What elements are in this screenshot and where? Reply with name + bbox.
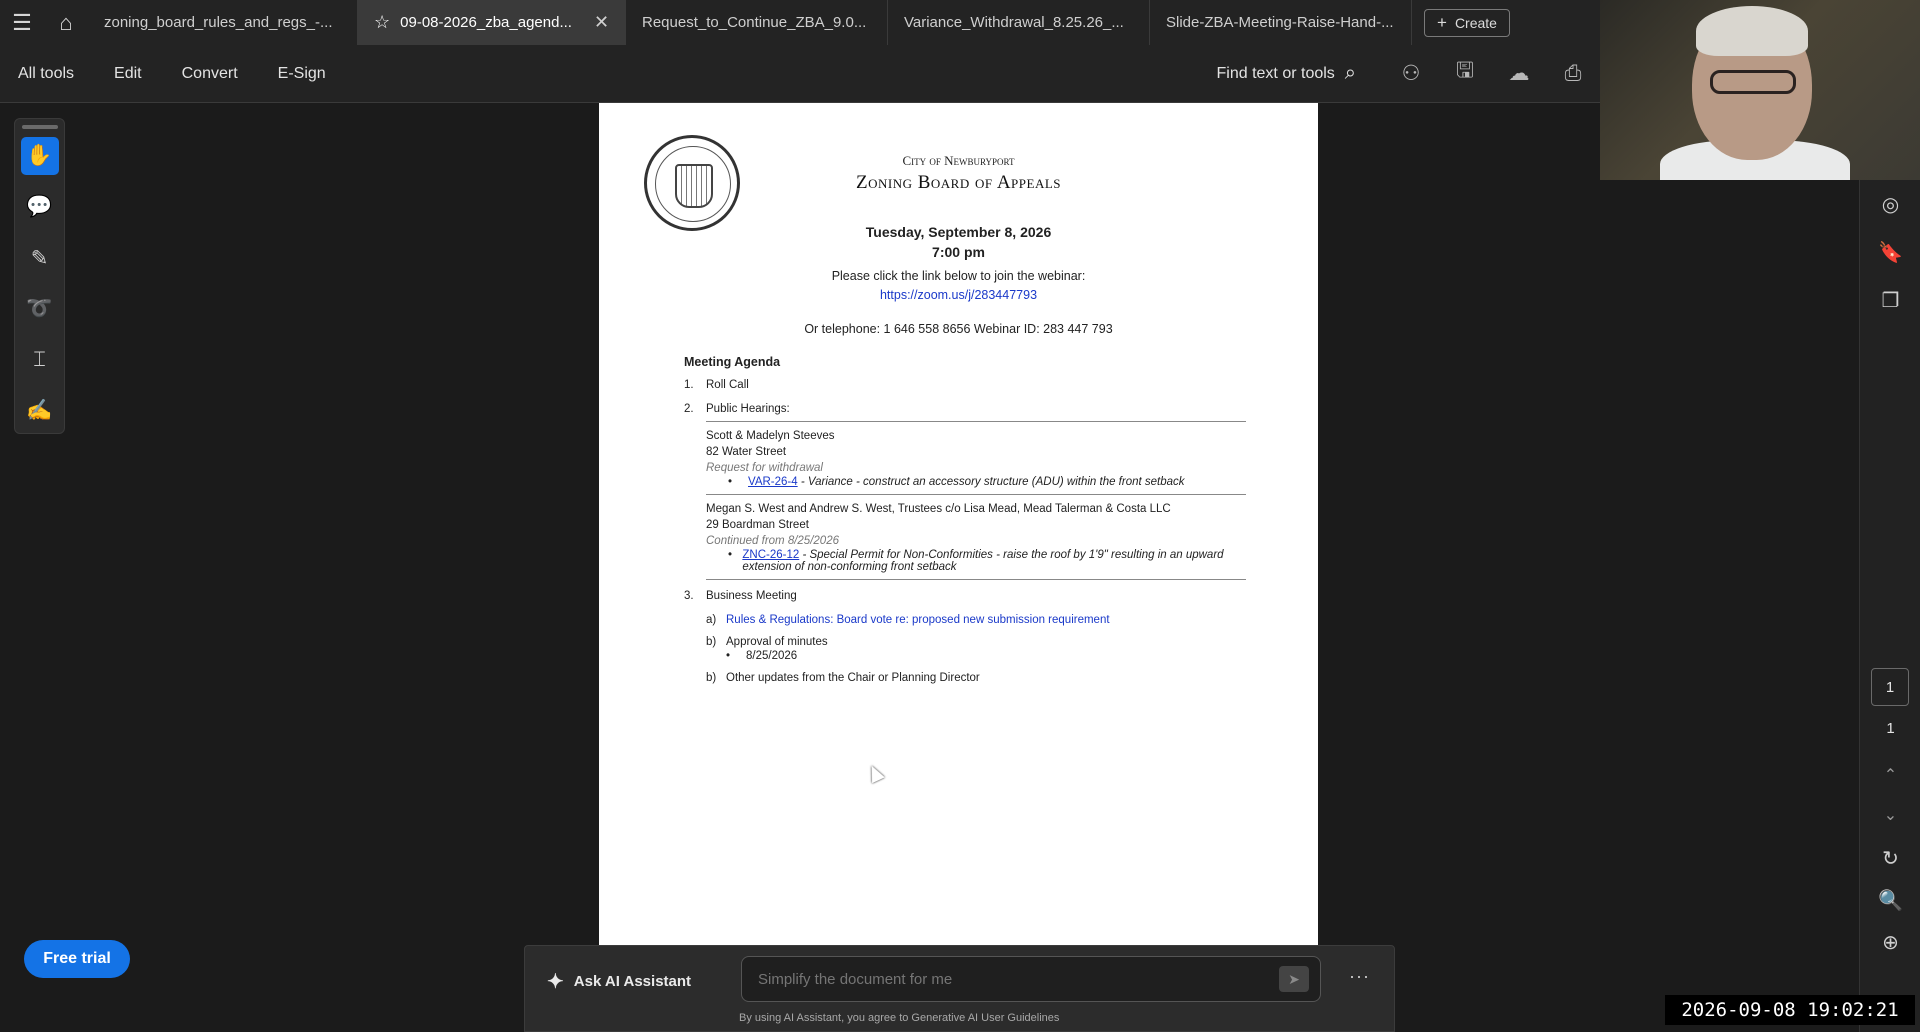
agenda-number: 2.: [684, 403, 694, 415]
video-timestamp: 2026-09-08 19:02:21: [1665, 995, 1915, 1025]
divider: [706, 494, 1246, 495]
bullet-icon: •: [726, 650, 731, 662]
menu-convert[interactable]: Convert: [181, 64, 238, 82]
signature-icon[interactable]: ✍: [26, 399, 53, 422]
case-code-link[interactable]: VAR-26-4: [748, 476, 798, 488]
minutes-date: 8/25/2026: [746, 650, 798, 662]
sub-item-a: [706, 614, 1244, 626]
doc-join-text: Please click the link below to join the webinar:: [831, 269, 1086, 283]
case-1-detail: [728, 476, 1244, 488]
agenda-text: Roll Call: [706, 379, 749, 391]
ai-label-text: Ask AI Assistant: [573, 973, 692, 990]
tab-request-continue[interactable]: [626, 0, 888, 45]
menu-esign[interactable]: E-Sign: [277, 64, 326, 82]
doc-board-title: Zoning Board of Appeals: [856, 172, 1061, 193]
ai-assistant-bar: [524, 945, 1395, 1032]
person-hair: [1696, 6, 1808, 56]
find-label: Find text or tools: [1216, 64, 1335, 82]
doc-time: 7:00 pm: [932, 244, 985, 260]
tab-slide-zba[interactable]: [1150, 0, 1412, 45]
sub-letter: b): [706, 636, 717, 648]
case-note: Request for withdrawal: [706, 462, 823, 474]
sub-letter: b): [706, 672, 717, 684]
case-names: Megan S. West and Andrew S. West, Trustees c/o Lisa Mead, Mead Talerman & Costa LLC: [706, 503, 1171, 515]
main-toolbar: [0, 45, 1600, 103]
tab-variance-withdrawal[interactable]: [888, 0, 1150, 45]
doc-date: Tuesday, September 8, 2026: [865, 224, 1052, 240]
agenda-text: Public Hearings:: [706, 403, 790, 415]
sub-item-b: [706, 636, 1244, 648]
case-code-link[interactable]: ZNC-26-12: [742, 549, 800, 561]
hearing-case-1: [706, 428, 1244, 476]
page-up-icon[interactable]: ⌃: [1883, 767, 1898, 784]
agenda-item-public-hearings: [684, 403, 1244, 415]
sub-text: Other updates from the Chair or Planning Director: [726, 672, 980, 684]
comments-panel-icon[interactable]: ◎: [1881, 193, 1900, 216]
drag-handle[interactable]: [22, 125, 58, 129]
sub-item-c: [706, 672, 1244, 684]
webcam-video: [1600, 0, 1920, 180]
case-note: Continued from 8/25/2026: [706, 535, 839, 547]
cloud-upload-icon[interactable]: ☁: [1508, 62, 1530, 85]
right-panel: [1859, 180, 1920, 1032]
print-icon[interactable]: ⎙: [1564, 61, 1582, 85]
create-button[interactable]: [1424, 9, 1510, 37]
pages-icon[interactable]: ❐: [1881, 289, 1900, 312]
menu-all-tools[interactable]: All tools: [18, 64, 75, 82]
zoom-page-icon[interactable]: 🔍: [1878, 890, 1903, 912]
tab-label: 09-08-2026_zba_agend...: [400, 14, 572, 31]
hand-tool-icon[interactable]: ✋: [21, 137, 59, 175]
tab-label: Request_to_Continue_ZBA_9.0...: [642, 14, 867, 31]
lasso-icon[interactable]: ➰: [26, 297, 53, 320]
page-total: 1: [1886, 720, 1895, 737]
rules-regs-link[interactable]: Rules & Regulations: Board vote re: proposed new submission requirement: [726, 614, 1110, 626]
tab-label: zoning_board_rules_and_regs_-...: [104, 14, 333, 31]
divider: [706, 579, 1246, 580]
case-names: Scott & Madelyn Steeves: [706, 430, 835, 442]
send-icon[interactable]: ➤: [1279, 966, 1309, 992]
tab-zba-agenda[interactable]: [358, 0, 626, 45]
divider: [706, 421, 1246, 422]
document-page: [599, 103, 1318, 945]
hearing-case-2: [706, 501, 1244, 549]
save-icon[interactable]: 🖫: [1456, 59, 1474, 82]
bullet-icon: •: [728, 549, 733, 561]
menu-edit[interactable]: Edit: [114, 64, 142, 82]
find-text-or-tools[interactable]: [1217, 62, 1356, 85]
sub-item-b-detail: [726, 650, 1244, 662]
page-down-icon[interactable]: ⌄: [1883, 807, 1898, 824]
agenda-text: Business Meeting: [706, 590, 797, 602]
tab-label: Slide-ZBA-Meeting-Raise-Hand-...: [1166, 14, 1394, 31]
close-tab-icon[interactable]: ✕: [593, 12, 610, 32]
sub-text: Approval of minutes: [726, 636, 828, 648]
comment-icon[interactable]: 💬: [26, 195, 53, 218]
agenda-heading: Meeting Agenda: [684, 355, 781, 369]
tab-zoning-rules[interactable]: [88, 0, 358, 45]
tab-bar: [0, 0, 1600, 45]
case-desc: - Special Permit for Non-Conformities - raise the roof by 1'9" resulting in an upward extension of non-conforming front setback: [742, 549, 1224, 573]
home-icon[interactable]: ⌂: [59, 9, 73, 35]
sub-letter: a): [706, 614, 717, 626]
ask-ai-assistant-button[interactable]: [547, 969, 691, 994]
rotate-icon[interactable]: ↻: [1882, 848, 1899, 870]
text-select-icon[interactable]: ⌶: [33, 348, 46, 371]
meeting-agenda: [684, 355, 1244, 694]
ai-prompt-input[interactable]: [741, 956, 1321, 1002]
ai-assistant-icon: ✦: [547, 971, 564, 993]
case-address: 82 Water Street: [706, 446, 787, 458]
agenda-item-roll-call: [684, 379, 1244, 391]
person-glasses: [1710, 70, 1796, 94]
doc-phone: Or telephone: 1 646 558 8656 Webinar ID: 283 447 793: [804, 322, 1113, 336]
case-address: 29 Boardman Street: [706, 519, 809, 531]
hamburger-menu-icon[interactable]: ☰: [12, 9, 32, 35]
agenda-item-business-meeting: [684, 590, 1244, 602]
zoom-link[interactable]: https://zoom.us/j/283447793: [879, 288, 1038, 302]
star-icon[interactable]: ☆: [374, 12, 391, 32]
tab-label: Variance_Withdrawal_8.25.26_...: [904, 14, 1124, 31]
agenda-number: 3.: [684, 590, 694, 602]
bullet-icon: •: [728, 476, 733, 488]
free-trial-button[interactable]: Free trial: [24, 940, 130, 978]
plus-icon: +: [1437, 12, 1447, 32]
agenda-number: 1.: [684, 379, 694, 391]
case-desc: - Variance - construct an accessory structure (ADU) within the front setback: [797, 476, 1185, 488]
ai-shapes-icon[interactable]: ⚇: [1401, 62, 1421, 85]
search-icon: ⌕: [1344, 62, 1356, 84]
create-label: Create: [1454, 14, 1497, 31]
doc-city: City of Newburyport: [902, 153, 1015, 168]
more-options-icon[interactable]: ···: [1349, 966, 1370, 986]
bookmarks-icon[interactable]: 🔖: [1878, 241, 1903, 264]
case-2-detail: [728, 549, 1244, 573]
left-tool-rail: [14, 118, 65, 434]
highlight-pen-icon[interactable]: ✎: [30, 246, 49, 270]
current-page-input[interactable]: 1: [1871, 668, 1909, 706]
ai-disclaimer: By using AI Assistant, you agree to Generative AI User Guidelines: [739, 1012, 1060, 1024]
zoom-in-icon[interactable]: ⊕: [1882, 932, 1899, 954]
